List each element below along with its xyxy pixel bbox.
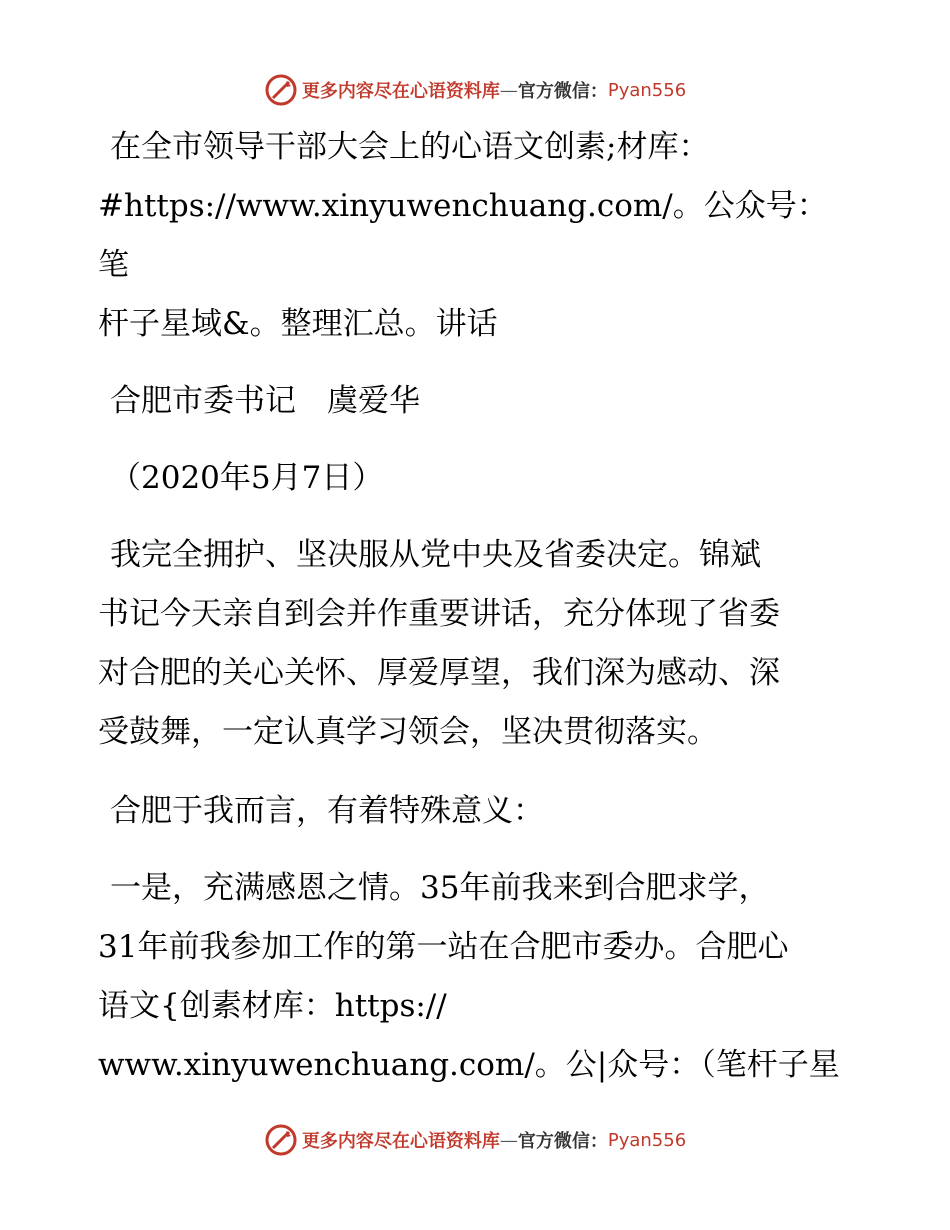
quill-seal-icon [264,73,298,107]
banner-separator: — [499,79,518,101]
banner-main-text: 更多内容尽在心语资料库 [301,81,500,102]
footer-banner [0,1120,950,1160]
banner-wechat-id: Pyan556 [607,1129,687,1151]
banner-main-text: 更多内容尽在心语资料库 [301,1131,500,1152]
document-body [98,118,858,1115]
paragraph-line: 我完全拥护、坚决服从党中央及省委决定。锦斌 [110,537,761,573]
banner-wechat-label: 官方微信： [517,81,608,102]
banner-wechat-label: 官方微信： [517,1131,608,1152]
title-line: 杆子星域&。整理汇总。讲话 [98,306,498,342]
paragraph-line: 31年前我参加工作的第一站在合肥市委办。合肥心 [98,929,789,965]
paragraph-2: 合肥于我而言，有着特殊意义： [110,793,544,829]
paragraph-3 [98,859,858,1095]
banner-wechat-id: Pyan556 [607,79,687,101]
paragraph-line: www.xinyuwenchuang.com/。公|众号：（笔杆子星 [98,1047,840,1083]
date-line: （2020年5月7日） [110,460,384,496]
quill-seal-icon [264,1123,298,1157]
paragraph-line: 一是，充满感恩之情。35年前我来到合肥求学， [110,870,770,906]
paragraph-1 [98,526,858,762]
header-banner [0,70,950,110]
paragraph-line: 受鼓舞，一定认真学习领会，坚决贯彻落实。 [98,714,718,750]
paragraph-line: 书记今天亲自到会并作重要讲话，充分体现了省委 [98,596,780,632]
author-line: 合肥市委书记 虞爱华 [110,383,420,419]
banner-separator: — [499,1129,518,1151]
title-line: 在全市领导干部大会上的心语文创素;材库： [110,129,710,165]
paragraph-line: 对合肥的关心关怀、厚爱厚望，我们深为感动、深 [98,655,780,691]
paragraph-line: 语文{创素材库：https:// [98,988,447,1024]
document-title [98,118,858,354]
title-line: #https://www.xinyuwenchuang.com/。公众号：笔 [98,188,828,283]
